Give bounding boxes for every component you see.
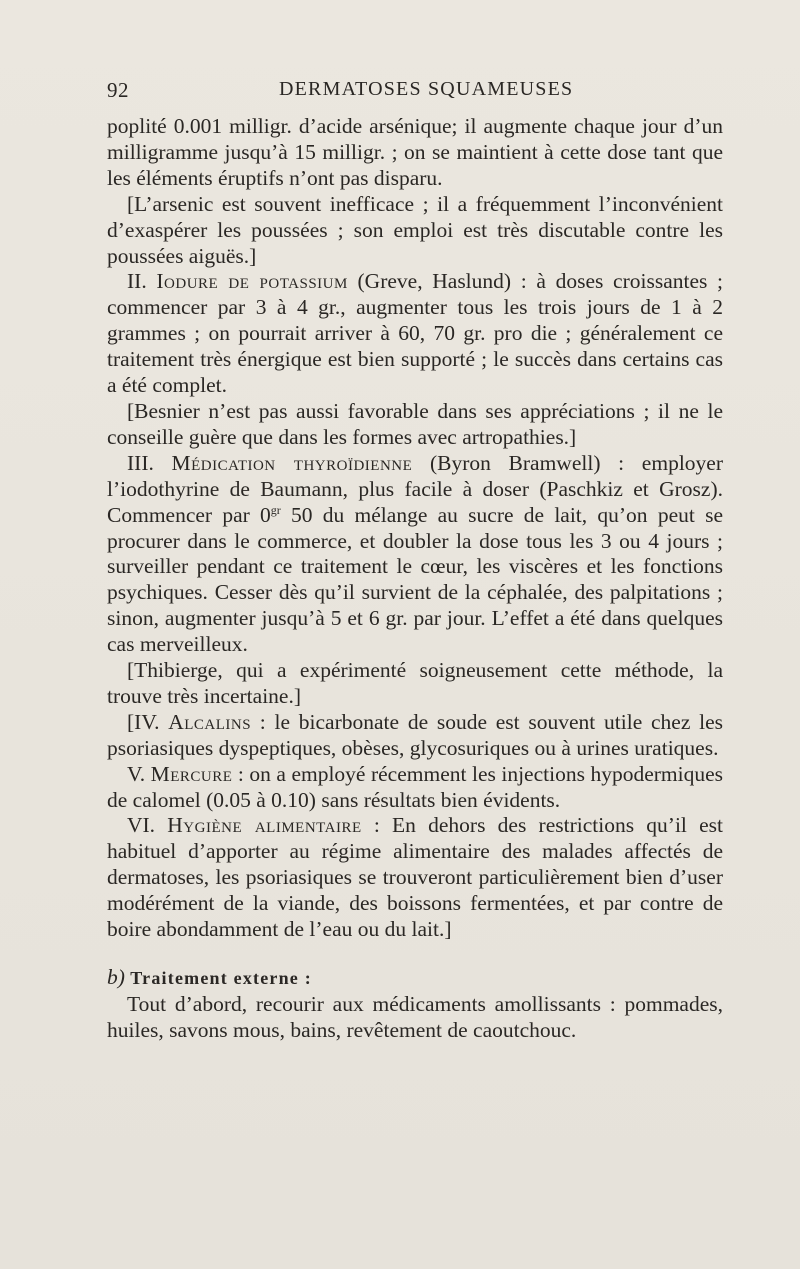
- paragraph-thibierge: [Thibierge, qui a expérimenté soigneusement cette méthode, la trouve très incertaine.]: [107, 658, 723, 708]
- paragraph-arsenic-dosage: poplité 0.001 milligr. d’acide arsénique; il augmente chaque jour d’un milligramme jusqu’à 15 milligr. ; on se maintient à cette dose tant que les éléments éruptifs n’ont pas disparu.: [107, 114, 723, 190]
- paragraph-hygiene: VI. Hygiène alimentaire : En dehors des restrictions qu’il est habituel d’apporter au régime alimentaire des malades affectés de dermatoses, les psoriasiques se trouveront particulièrement bien d’user modérément de la viande, des boissons fermentées, et par contre de boire abondamment de l’eau ou du lait.]: [107, 813, 724, 942]
- running-head: [107, 78, 723, 108]
- paragraph-mercure: V. Mercure : on a employé récemment les injections hypodermiques de calomel (0.05 à 0.10) sans résultats bien évidents.: [107, 761, 723, 812]
- body-text: [107, 114, 723, 1044]
- paragraph-arsenic-note: [L’arsenic est souvent inefficace ; il a fréquemment l’inconvénient d’exaspérer les poussées ; son emploi est très discutable contre les poussées aiguës.]: [107, 191, 723, 268]
- section-heading-alcalins: Alcalins: [168, 709, 252, 734]
- section-heading-mercure: Mercure: [150, 761, 233, 786]
- paragraph-iodure: II. Iodure de potassium (Greve, Haslund) : à doses croissantes ; commencer par 3 à 4 gr., augmenter tous les trois jours de 1 à 2 grammes ; on pourrait arriver à 60, 70 gr. pro die ; généralement ce traitement très énergique est bien supporté ; le succès dans certains cas a été complet.: [107, 269, 724, 398]
- page-number: 92: [107, 78, 129, 102]
- section-heading-hygiene: Hygiène alimentaire: [167, 813, 362, 838]
- subsection-heading: b) Traitement externe :: [107, 965, 312, 989]
- section-heading-thyroid: Médication thyroïdienne: [171, 450, 413, 475]
- paragraph-alcalins: [IV. Alcalins : le bicarbonate de soude est souvent utile chez les psoriasiques dyspeptiques, obèses, glycosuriques ou à urines uratiques.: [107, 709, 723, 760]
- section-heading-iodure: Iodure de potassium: [156, 269, 348, 294]
- paragraph-thyroid: III. Médication thyroïdienne (Byron Bramwell) : employer l’iodothyrine de Baumann, plus facile à doser (Paschkiz et Grosz). Commencer par $0^{gr}$ 50 du mélange au sucre de lait, qu’on peut se procurer dans le commerce, et doubler la dose tous les 3 ou 4 jours ; surveiller pendant ce traitement le cœur, les viscères et les fonctions psychiques. Cesser dès qu’il survient de la céphalée, des palpitations ; sinon, augmenter jusqu’à 5 et 6 gr. par jour. L’effet a été dans quelques cas merveilleux.: [107, 450, 723, 657]
- running-title: DERMATOSES SQUAMEUSES: [279, 78, 574, 100]
- paragraph-besnier: [Besnier n’est pas aussi favorable dans ses appréciations ; il ne le conseille guère que dans les formes avec artropathies.]: [107, 398, 723, 449]
- paragraph-external-treatment: Tout d’abord, recourir aux médicaments amollissants : pommades, huiles, savons mous, bains, revêtement de caoutchouc.: [107, 991, 723, 1042]
